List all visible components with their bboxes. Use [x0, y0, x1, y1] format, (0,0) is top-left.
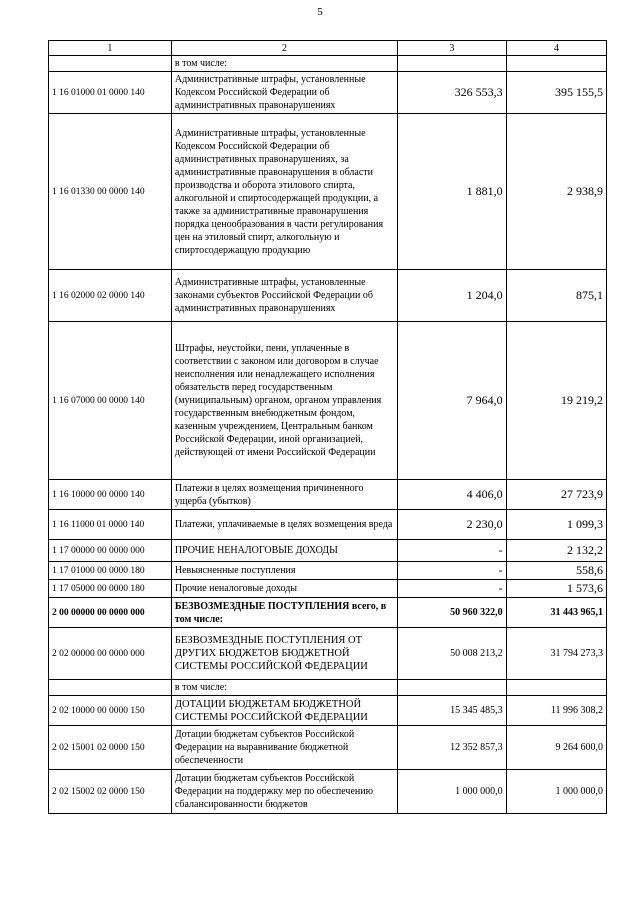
row-value-col4: [506, 680, 606, 696]
row-value-col3: 50 960 322,0: [398, 598, 507, 628]
row-value-col4: 1 099,3: [506, 510, 606, 540]
row-value-col4: 1 573,6: [506, 580, 606, 598]
row-code: 2 02 15001 02 0000 150: [49, 726, 172, 770]
row-code: 2 02 00000 00 0000 000: [49, 628, 172, 680]
table-row: [49, 680, 607, 696]
table-row: [49, 598, 607, 628]
row-value-col4: 11 996 308,2: [506, 696, 606, 726]
table-row: [49, 322, 607, 480]
row-name: Административные штрафы, установленные Кодексом Российской Федерации об административных правонарушениях, за административные правонарушения в области производства и оборота этилового спирта, алкогольной и спиртосодержащей продукции, а также за административные правонарушения порядка ценообразования в части регулирования цен на этиловый спирт, алкогольную и спиртосодержащую продукцию: [171, 114, 397, 270]
row-code: 1 16 10000 00 0000 140: [49, 480, 172, 510]
row-code: 2 00 00000 00 0000 000: [49, 598, 172, 628]
row-name: в том числе:: [171, 680, 397, 696]
row-code: [49, 680, 172, 696]
row-value-col4: 31 794 273,3: [506, 628, 606, 680]
row-value-col4: 558,6: [506, 562, 606, 580]
row-code: 1 17 00000 00 0000 000: [49, 540, 172, 562]
row-value-col3: 1 881,0: [398, 114, 507, 270]
table-row: [49, 580, 607, 598]
row-value-col4: 19 219,2: [506, 322, 606, 480]
row-value-col3: -: [398, 562, 507, 580]
row-name: Платежи, уплачиваемые в целях возмещения вреда: [171, 510, 397, 540]
row-name: Штрафы, неустойки, пени, уплаченные в соответствии с законом или договором в случае неисполнения или ненадлежащего исполнения обязательств перед государственным (муниципальным) органом, органом управления государственным внебюджетным фондом, казенным учреждением, Центральным банком Российской Федерации, иной организацией, действующей от имени Российской Федерации: [171, 322, 397, 480]
row-code: 2 02 15002 02 0000 150: [49, 770, 172, 814]
row-value-col3: 1 204,0: [398, 270, 507, 322]
row-name: Платежи в целях возмещения причиненного ущерба (убытков): [171, 480, 397, 510]
row-value-col4: 1 000 000,0: [506, 770, 606, 814]
row-value-col3: 50 008 213,2: [398, 628, 507, 680]
row-code: [49, 56, 172, 72]
header-col-4: 4: [506, 41, 606, 56]
table-row: [49, 696, 607, 726]
table-row: [49, 270, 607, 322]
row-value-col3: -: [398, 580, 507, 598]
table-row: [49, 510, 607, 540]
row-code: 1 16 11000 01 0000 140: [49, 510, 172, 540]
row-value-col4: [506, 56, 606, 72]
row-code: 2 02 10000 00 0000 150: [49, 696, 172, 726]
row-value-col3: 4 406,0: [398, 480, 507, 510]
row-value-col4: 31 443 965,1: [506, 598, 606, 628]
row-value-col4: 875,1: [506, 270, 606, 322]
row-code: 1 16 07000 00 0000 140: [49, 322, 172, 480]
row-name: БЕЗВОЗМЕЗДНЫЕ ПОСТУПЛЕНИЯ всего, в том числе:: [171, 598, 397, 628]
row-name: ПРОЧИЕ НЕНАЛОГОВЫЕ ДОХОДЫ: [171, 540, 397, 562]
table-row: [49, 628, 607, 680]
row-value-col3: [398, 680, 507, 696]
row-name: ДОТАЦИИ БЮДЖЕТАМ БЮДЖЕТНОЙ СИСТЕМЫ РОССИЙСКОЙ ФЕДЕРАЦИИ: [171, 696, 397, 726]
row-value-col3: [398, 56, 507, 72]
header-col-1: 1: [49, 41, 172, 56]
row-value-col3: 15 345 485,3: [398, 696, 507, 726]
row-name: в том числе:: [171, 56, 397, 72]
table-row: [49, 540, 607, 562]
row-value-col4: 2 132,2: [506, 540, 606, 562]
table-row: [49, 72, 607, 114]
row-value-col4: 9 264 600,0: [506, 726, 606, 770]
table-row: [49, 562, 607, 580]
row-name: Административные штрафы, установленные Кодексом Российской Федерации об административных правонарушениях: [171, 72, 397, 114]
table-row: [49, 56, 607, 72]
row-value-col3: 326 553,3: [398, 72, 507, 114]
row-value-col4: 395 155,5: [506, 72, 606, 114]
row-code: 1 16 01000 01 0000 140: [49, 72, 172, 114]
table-row: [49, 114, 607, 270]
row-name: Прочие неналоговые доходы: [171, 580, 397, 598]
row-name: Дотации бюджетам субъектов Российской Федерации на выравнивание бюджетной обеспеченности: [171, 726, 397, 770]
row-value-col3: 12 352 857,3: [398, 726, 507, 770]
budget-revenue-table: [48, 40, 607, 814]
row-name: Административные штрафы, установленные законами субъектов Российской Федерации об административных правонарушениях: [171, 270, 397, 322]
table-row: [49, 726, 607, 770]
row-value-col3: -: [398, 540, 507, 562]
row-name: Дотации бюджетам субъектов Российской Федерации на поддержку мер по обеспечению сбалансированности бюджетов: [171, 770, 397, 814]
row-code: 1 16 02000 02 0000 140: [49, 270, 172, 322]
header-col-2: 2: [171, 41, 397, 56]
row-code: 1 16 01330 00 0000 140: [49, 114, 172, 270]
row-value-col3: 2 230,0: [398, 510, 507, 540]
page-number: 5: [317, 6, 323, 18]
row-code: 1 17 01000 00 0000 180: [49, 562, 172, 580]
row-name: БЕЗВОЗМЕЗДНЫЕ ПОСТУПЛЕНИЯ ОТ ДРУГИХ БЮДЖЕТОВ БЮДЖЕТНОЙ СИСТЕМЫ РОССИЙСКОЙ ФЕДЕРАЦИИ: [171, 628, 397, 680]
table-row: [49, 480, 607, 510]
row-value-col4: 27 723,9: [506, 480, 606, 510]
table-header-row: [49, 41, 607, 56]
row-code: 1 17 05000 00 0000 180: [49, 580, 172, 598]
header-col-3: 3: [398, 41, 507, 56]
row-value-col3: 7 964,0: [398, 322, 507, 480]
row-value-col3: 1 000 000,0: [398, 770, 507, 814]
row-value-col4: 2 938,9: [506, 114, 606, 270]
table-row: [49, 770, 607, 814]
row-name: Невыясненные поступления: [171, 562, 397, 580]
